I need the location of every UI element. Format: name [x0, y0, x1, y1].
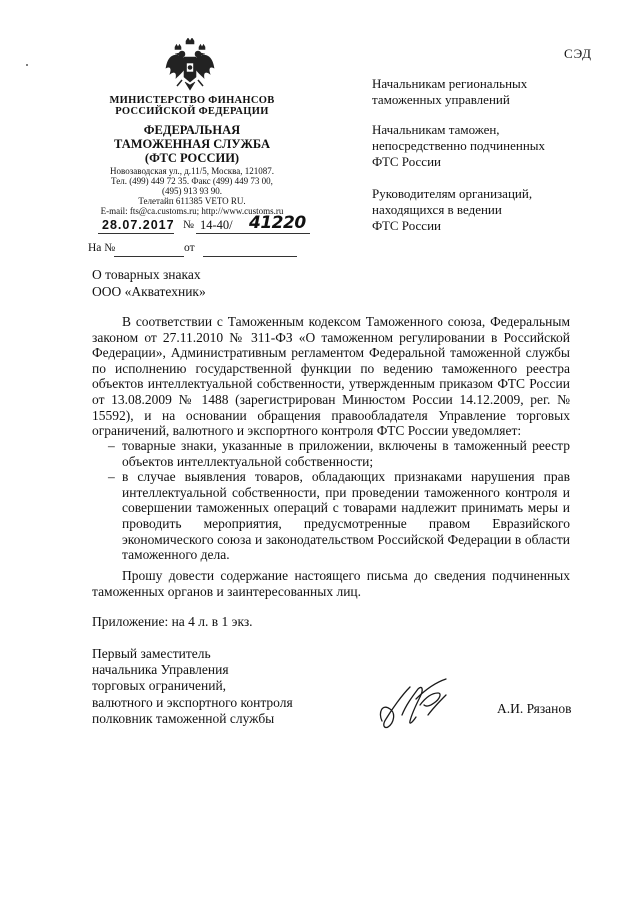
registration-date: 28.07.2017	[102, 218, 175, 232]
list-item-text: товарные знаки, указанные в приложении, включены в таможенный реестр объектов интеллектуальной собственности;	[122, 438, 570, 469]
closing-paragraph: Прошу довести содержание настоящего письма до сведения подчиненных таможенных органов и заинтересованных лиц.	[92, 568, 570, 599]
position-line: торговых ограничений,	[92, 678, 227, 694]
contact-line: (495) 913 93 90.	[162, 186, 222, 196]
registration-number-handwritten: 41220	[249, 213, 306, 233]
scan-speck	[26, 64, 28, 66]
addressee-line: находящихся в ведении	[372, 202, 502, 217]
service-line: ФЕДЕРАЛЬНАЯ	[143, 123, 241, 137]
list-item-text: в случае выявления товаров, обладающих признаками нарушения прав интеллектуальной собственности, при проведении таможенного контроля и совершении таможенных операций с товарами надлежит принимать меры и проводить мероприятия, предусмотренные правом Евразийского экономического союза и законодательством Российской Федерации в области таможенного дела.	[122, 469, 570, 563]
signatory-name: А.И. Рязанов	[497, 701, 572, 716]
service-line: ТАМОЖЕННАЯ СЛУЖБА	[114, 137, 270, 151]
notification-list	[92, 438, 570, 563]
list-item	[92, 469, 570, 563]
list-dash: –	[108, 469, 115, 485]
addressee-line: таможенных управлений	[372, 92, 510, 107]
contact-line: Новозаводская ул., д.11/5, Москва, 121087.	[110, 166, 274, 176]
addressee-line: ФТС России	[372, 218, 441, 233]
position-line: полковник таможенной службы	[92, 710, 275, 726]
attachment-note: Приложение: на 4 л. в 1 экз.	[92, 614, 253, 629]
date-underline	[98, 233, 174, 234]
position-line: начальника Управления	[92, 662, 229, 678]
ministry-line: МИНИСТЕРСТВО ФИНАНСОВ	[109, 95, 275, 106]
addressee-block	[372, 76, 592, 108]
addressee-line: Начальникам региональных	[372, 76, 528, 91]
subject-line: О товарных знаках	[92, 267, 201, 282]
addressee-line: ФТС России	[372, 154, 441, 169]
addressee-block	[372, 122, 592, 170]
reply-reference-row	[88, 242, 318, 260]
addressee-line: Руководителям организаций,	[372, 186, 533, 201]
reply-number-blank	[114, 256, 184, 257]
list-dash: –	[108, 438, 115, 453]
contact-line: Телетайп 611385 VETO RU.	[138, 196, 246, 206]
addressee-line: непосредственно подчиненных	[372, 138, 546, 153]
position-line: валютного и экспортного контроля	[92, 694, 293, 710]
registration-row	[88, 213, 318, 236]
list-item	[92, 438, 570, 469]
body-intro-paragraph: В соответствии с Таможенным кодексом Таможенного союза, Федеральным законом от 27.11.2010 № 311-ФЗ «О таможенном регулировании в Российской Федерации», Административным регламентом Федеральной таможенной службы по исполнению государственной функции по ведению таможенного реестра объектов интеллектуальной собственности, утвержденным приказом ФТС России от 13.08.2009 № 1488 (зарегистрирован Минюстом России 14.12.2009, рег. № 15592), и на основании обращения правообладателя Управление торговых ограничений, валютного и экспортного контроля ФТС России уведомляет:	[92, 314, 570, 439]
reply-date-blank	[203, 256, 297, 257]
position-line: Первый заместитель	[92, 646, 211, 661]
ministry-name	[92, 95, 292, 117]
contact-line: Тел. (499) 449 72 35. Факс (499) 449 73 00,	[111, 176, 273, 186]
addressee-line: Начальникам таможен,	[372, 122, 500, 137]
contact-line: E-mail: fts@ca.customs.ru; http://www.customs.ru	[100, 206, 284, 216]
number-underline	[196, 233, 310, 234]
number-label: №	[183, 219, 194, 231]
registration-number-prefix: 14-40/	[200, 218, 233, 232]
letter-subject	[92, 266, 206, 300]
sender-contacts	[92, 166, 292, 216]
service-name	[92, 123, 292, 165]
subject-line: ООО «Акватехник»	[92, 284, 206, 299]
service-line: (ФТС РОССИИ)	[144, 151, 240, 165]
addressee-block	[372, 186, 592, 234]
double-headed-eagle-emblem-icon	[164, 38, 216, 94]
handwritten-signature-icon	[376, 675, 460, 731]
reply-from-label: от	[184, 242, 195, 254]
signatory-position	[92, 646, 352, 727]
ministry-line: РОССИЙСКОЙ ФЕДЕРАЦИИ	[115, 106, 269, 117]
reply-to-label: На №	[88, 242, 116, 254]
sed-mark: СЭД	[563, 46, 592, 61]
